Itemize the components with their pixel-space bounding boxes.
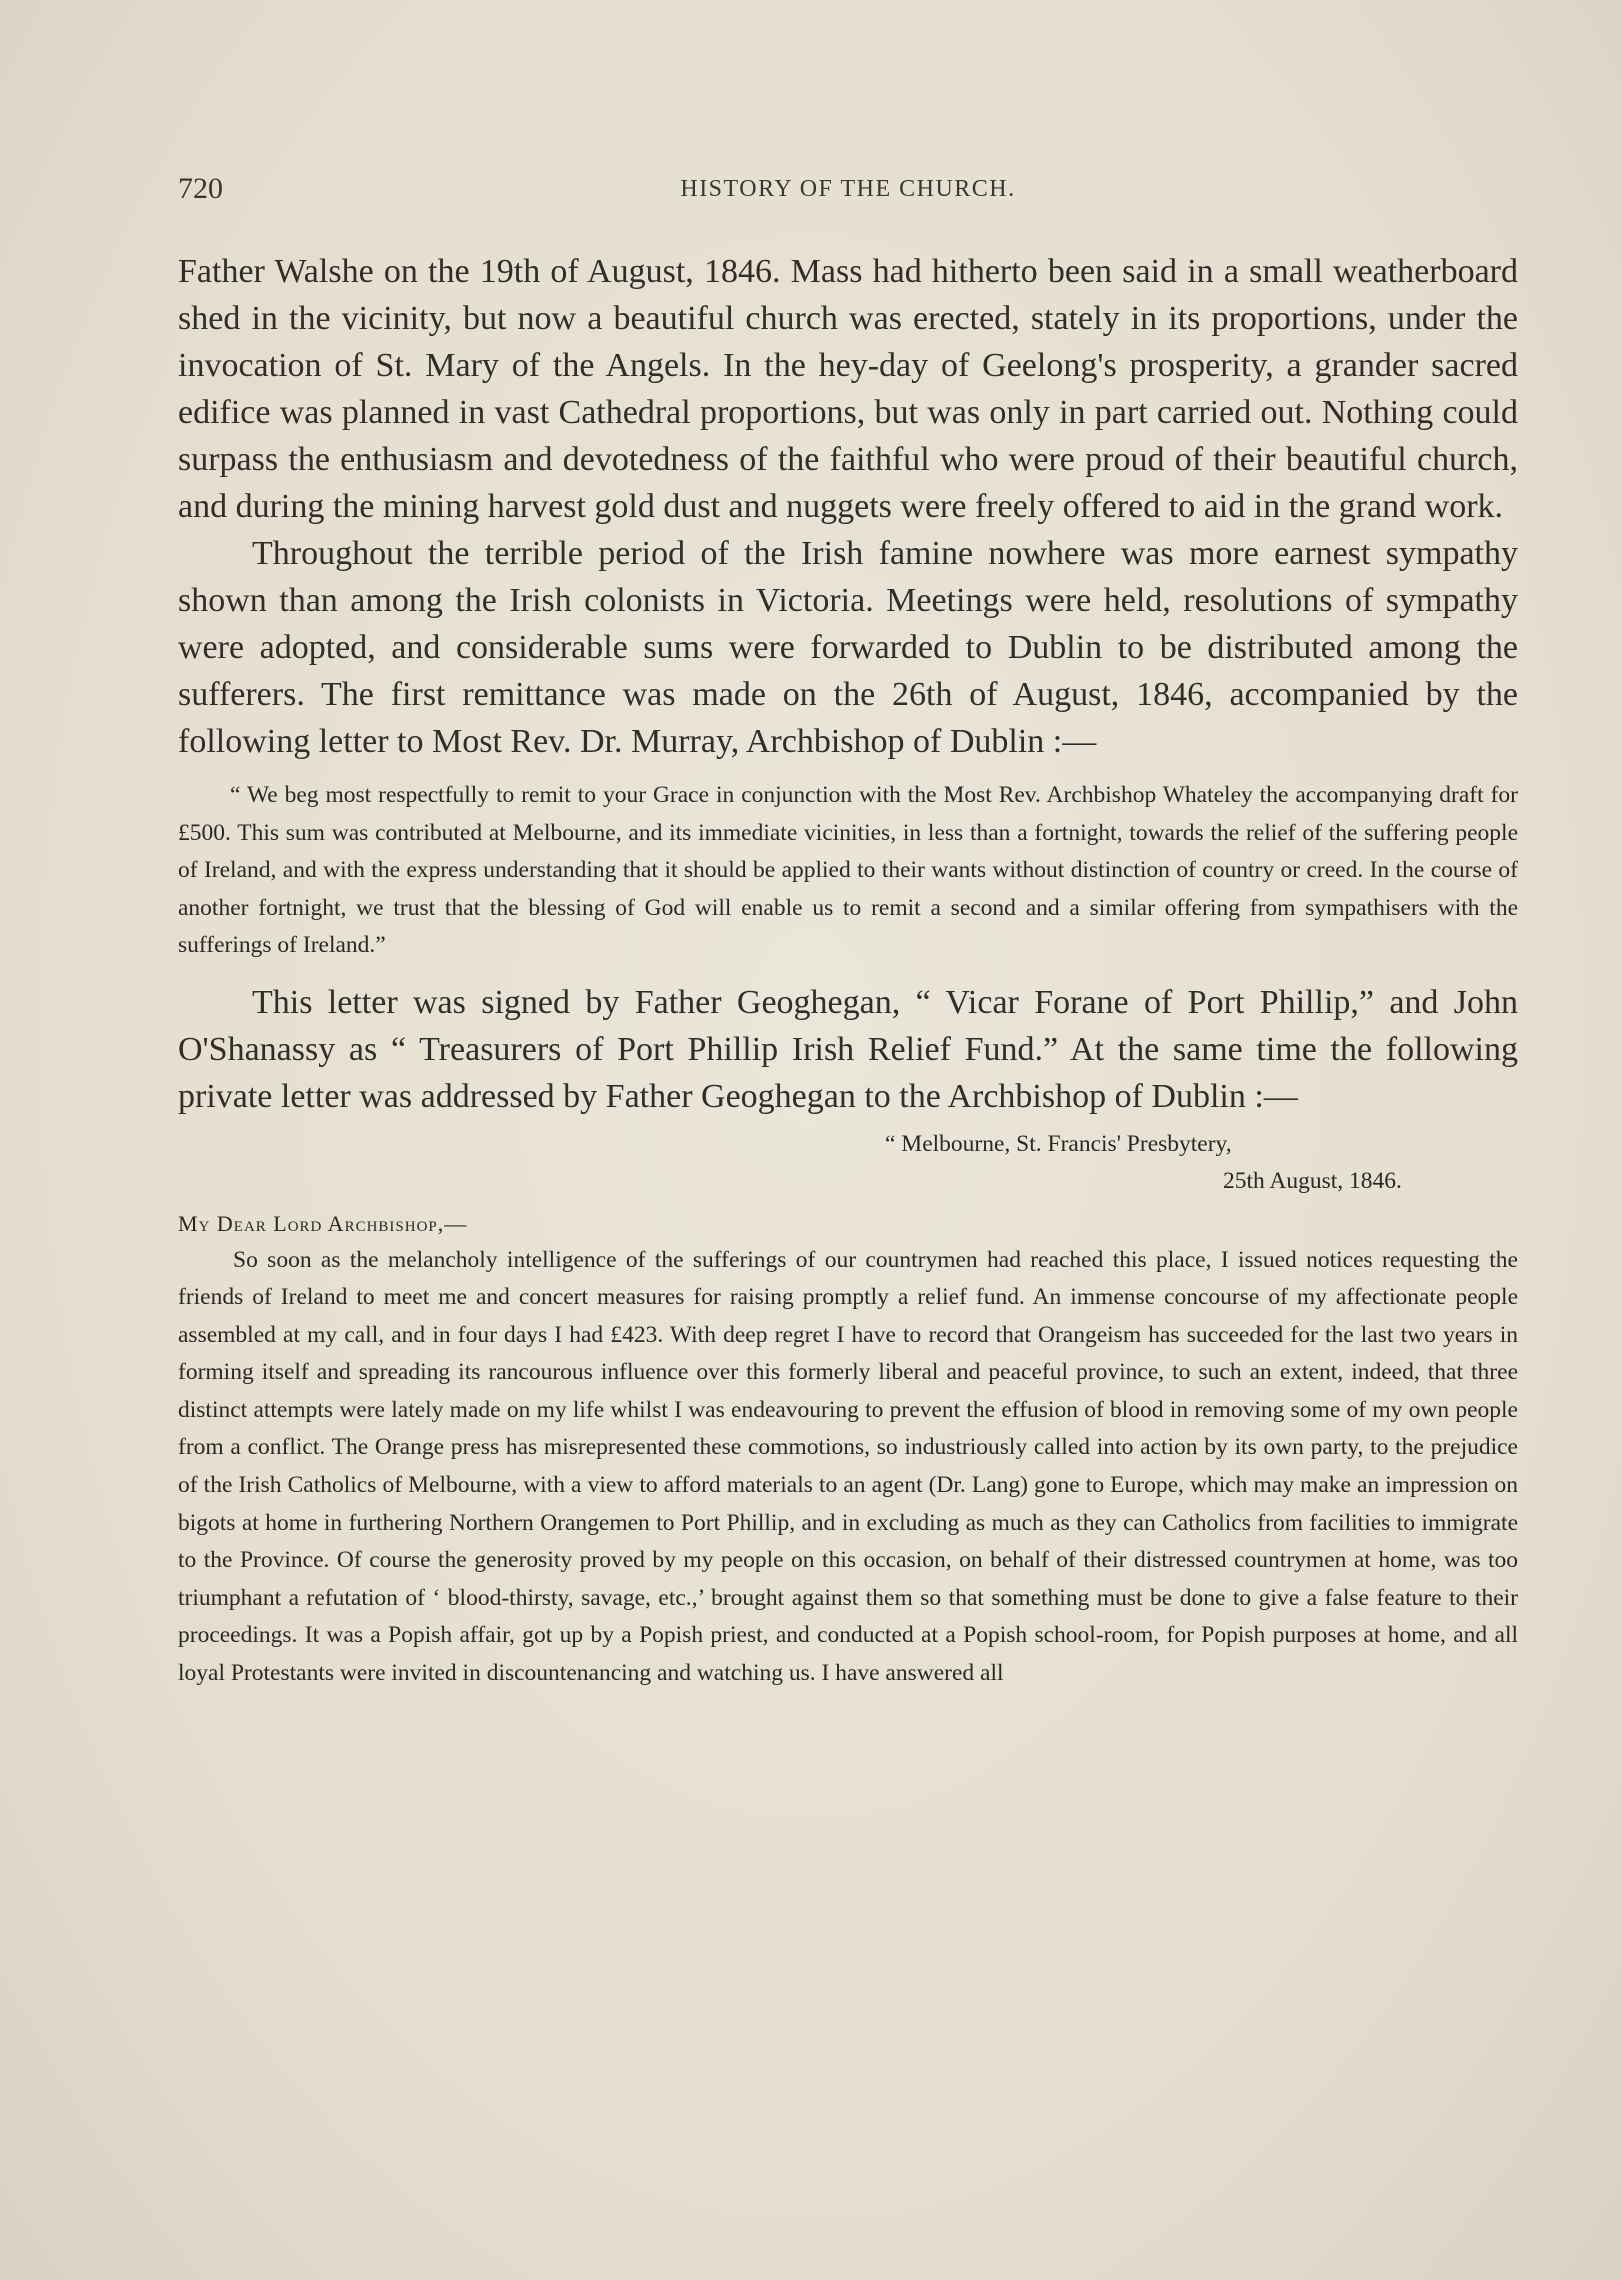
page-body	[178, 248, 1518, 1693]
dateline-place: “ Melbourne, St. Francis' Presbytery,	[885, 1130, 1232, 1157]
running-head: HISTORY OF THE CHURCH.	[680, 176, 1016, 202]
letter-body-geoghegan: So soon as the melancholy intelligence of the sufferings of our countrymen had reached this place, I issued notices requesting the friends of Ireland to meet me and concert measures for raising promptly a relief fund. An immense concourse of my affectionate people assembled at my call, and in four days I had £423. With deep regret I have to record that Orangeism has succeeded for the last two years in forming itself and spreading its rancourous influence over this formerly liberal and peaceful province, to such an extent, indeed, that three distinct attempts were lately made on my life whilst I was endeavouring to prevent the effusion of blood in removing some of my own people from a conflict. The Orange press has misrepresented these commotions, so industriously called into action by its own party, to the prejudice of the Irish Catholics of Melbourne, with a view to afford materials to an agent (Dr. Lang) gone to Europe, which may make an impression on bigots at home in furthering Northern Orangemen to Port Phillip, and in excluding as much as they can Catholics from facilities to immigrate to the Province. Of course the generosity proved by my people on this occasion, on behalf of their distressed countrymen at home, was too triumphant a refutation of ‘ blood-thirsty, savage, etc.,’ brought against them so that something must be done to give a false feature to their proceedings. It was a Popish affair, got up by a Popish priest, and conducted at a Popish school-room, for Popish purposes at home, and all loyal Protestants were invited in discountenancing and watching us. I have answered all	[178, 1246, 1518, 1687]
paragraph-letter-signatories: This letter was signed by Father Geoghegan, “ Vicar Forane of Port Phillip,” and John O'Shanassy as “ Treasurers of Port Phillip Irish Relief Fund.” At the same time the following private letter was addressed by Father Geoghegan to the Archbishop of Dublin :—	[178, 983, 1518, 1115]
letter-dateline	[178, 1126, 1518, 1200]
letter-quote-archbishop-murray: “ We beg most respectfully to remit to your Grace in conjunction with the Most Rev. Archbishop Whateley the accompanying draft for £500. This sum was contributed at Melbourne, and its immediate vicinities, in less than a fortnight, towards the relief of the suffering people of Ireland, and with the express understanding that it should be applied to their wants without distinction of country or creed. In the course of another fortnight, we trust that the blessing of God will enable us to remit a second and a similar offering from sympathisers with the sufferings of Ireland.”	[178, 782, 1518, 958]
page-number: 720	[178, 172, 223, 205]
book-page	[178, 168, 1518, 2228]
page-header	[178, 168, 1518, 212]
dateline-date: 25th August, 1846.	[1223, 1167, 1402, 1194]
paragraph-irish-famine: Throughout the terrible period of the Irish famine nowhere was more earnest sympathy shown than among the Irish colonists in Victoria. Meetings were held, resolutions of sympathy were adopted, and considerable sums were forwarded to Dublin to be distributed among the sufferers. The first remittance was made on the 26th of August, 1846, accompanied by the following letter to Most Rev. Dr. Murray, Archbishop of Dublin :—	[178, 535, 1518, 760]
letter-salutation: My Dear Lord Archbishop,—	[178, 1210, 468, 1236]
paragraph-geelong-church: Father Walshe on the 19th of August, 1846. Mass had hitherto been said in a small weatherboard shed in the vicinity, but now a beautiful church was erected, stately in its proportions, under the invocation of St. Mary of the Angels. In the hey-day of Geelong's prosperity, a grander sacred edifice was planned in vast Cathedral proportions, but was only in part carried out. Nothing could surpass the enthusiasm and devotedness of the faithful who were proud of their beautiful church, and during the mining harvest gold dust and nuggets were freely offered to aid in the grand work.	[178, 253, 1518, 525]
